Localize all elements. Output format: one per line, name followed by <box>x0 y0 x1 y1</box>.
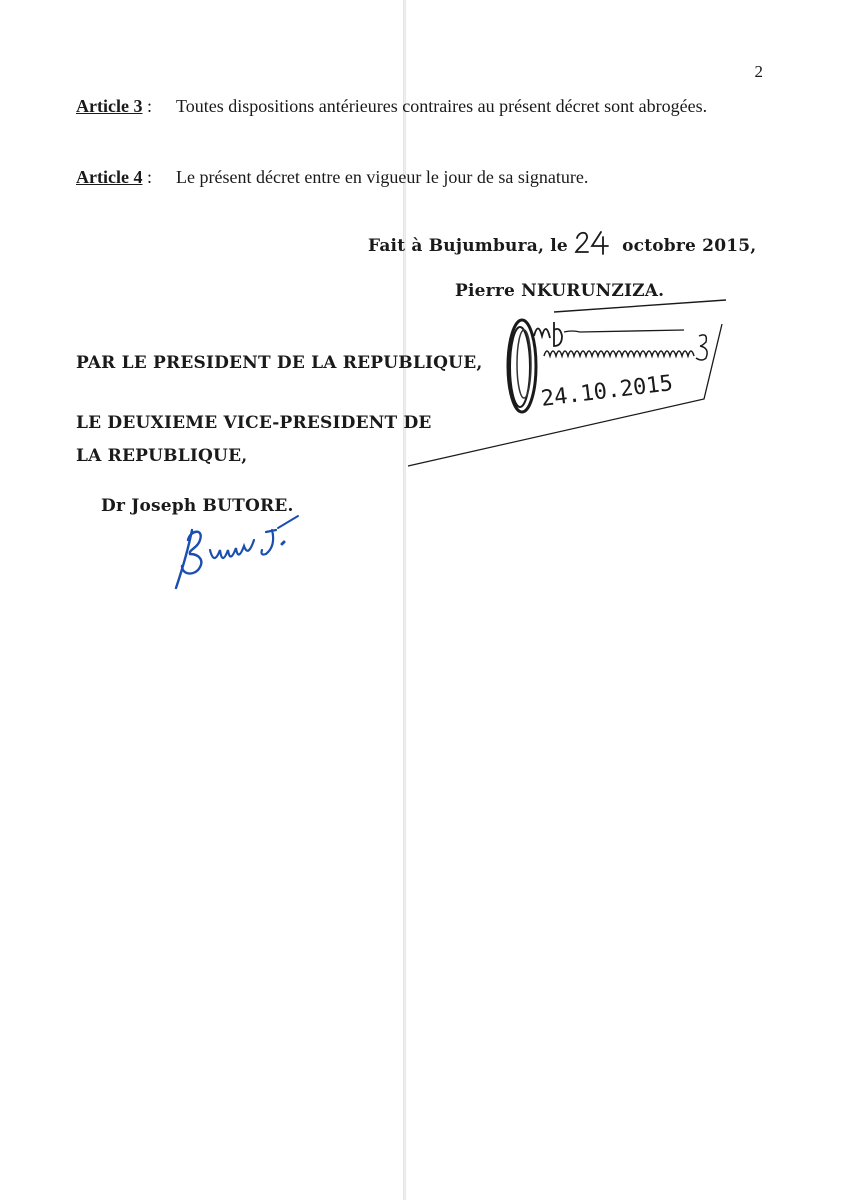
seal-date-text: 24.10.2015 <box>539 370 675 412</box>
vice-president-signature <box>168 510 318 595</box>
handwritten-day <box>574 229 616 255</box>
page-number: 2 <box>754 62 763 81</box>
article-4-label: Article 4 : <box>76 167 152 187</box>
vice-president-title: LE DEUXIEME VICE-PRESIDENT DE LA REPUBLIQUE, <box>76 413 432 466</box>
signing-place-date: Fait à Bujumbura, le octobre 2015, <box>368 229 756 256</box>
article-3 <box>76 95 766 117</box>
president-signature-stamp <box>404 296 734 471</box>
vice-president-name: Dr Joseph BUTORE. <box>101 496 294 516</box>
president-name: Pierre NKURUNZIZA. <box>455 281 665 301</box>
par-le-president: PAR LE PRESIDENT DE LA REPUBLIQUE, <box>76 353 483 373</box>
article-3-label: Article 3 : <box>76 96 152 116</box>
article-4-text: Le présent décret entre en vigueur le jour de sa signature. <box>176 167 589 187</box>
article-3-text: Toutes dispositions antérieures contraires au présent décret sont abrogées. <box>176 96 708 116</box>
article-4 <box>76 166 766 188</box>
